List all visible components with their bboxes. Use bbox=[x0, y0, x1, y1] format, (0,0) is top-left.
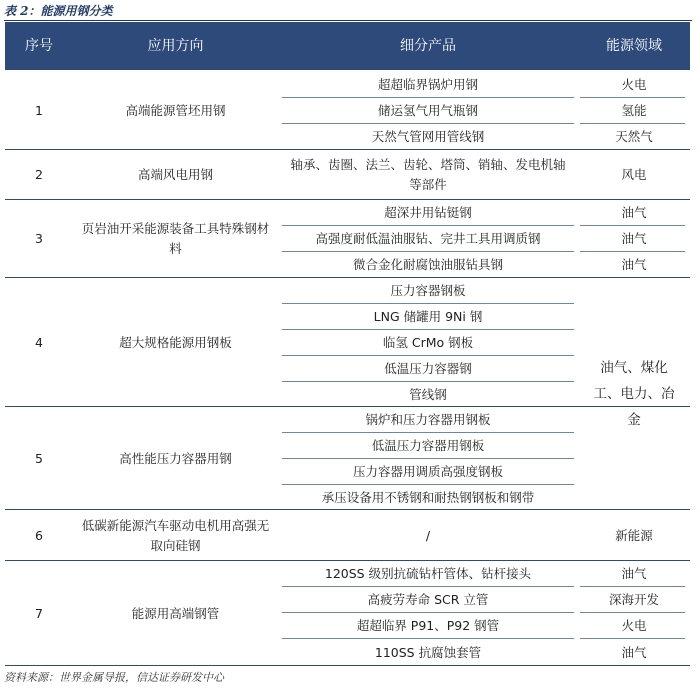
energy-field: 火电 bbox=[621, 77, 647, 92]
sub-product: 超超临界 P91、P92 钢管 bbox=[356, 618, 500, 633]
header-direction: 应用方向 bbox=[147, 38, 204, 54]
sub-product: / bbox=[425, 527, 431, 543]
energy-field: 油气 bbox=[621, 644, 647, 660]
sub-product: 天然气管网用管线钢 bbox=[371, 129, 485, 144]
energy-field: 天然气 bbox=[615, 129, 653, 144]
application-direction: 超大规格能源用钢板 bbox=[119, 334, 232, 350]
application-direction: 高性能压力容器用钢 bbox=[119, 450, 232, 466]
group-divider bbox=[5, 665, 690, 666]
sub-product: 承压设备用不锈钢和耐热钢钢板和钢带 bbox=[321, 489, 535, 505]
row-number: 2 bbox=[35, 167, 43, 182]
sub-product: 低温压力容器钢 bbox=[384, 361, 472, 376]
application-direction: 低碳新能源汽车驱动电机用高强无取向硅钢 bbox=[81, 517, 270, 553]
row-number: 3 bbox=[35, 231, 43, 246]
sub-product: LNG 储罐用 9Ni 钢 bbox=[373, 309, 483, 324]
sub-product: 微合金化耐腐蚀油服钻具钢 bbox=[352, 257, 503, 272]
application-direction: 高端风电用钢 bbox=[137, 167, 213, 182]
energy-field: 油气 bbox=[621, 257, 647, 272]
energy-field: 油气 bbox=[621, 205, 647, 220]
row-number: 7 bbox=[35, 605, 43, 621]
energy-field: 火电 bbox=[621, 618, 647, 633]
sub-product: 110SS 抗腐蚀套管 bbox=[374, 644, 482, 660]
title-rule bbox=[4, 20, 692, 21]
energy-field: 风电 bbox=[621, 167, 647, 182]
row-number: 4 bbox=[35, 334, 43, 350]
sub-product: 锅炉和压力容器用钢板 bbox=[365, 412, 491, 427]
application-direction: 高端能源管坯用钢 bbox=[125, 103, 226, 118]
row-number: 1 bbox=[35, 103, 43, 118]
sub-product: 超超临界锅炉用钢 bbox=[377, 77, 478, 92]
sub-product: 超深井用钻铤钢 bbox=[384, 205, 472, 220]
header-product: 细分产品 bbox=[400, 38, 456, 54]
energy-field: 油气 bbox=[621, 231, 647, 246]
sub-product: 轴承、齿圈、法兰、齿轮、塔筒、销轴、发电机轴等部件 bbox=[290, 157, 566, 192]
header-no: 序号 bbox=[25, 38, 53, 54]
sub-product: 储运氢气用气瓶钢 bbox=[377, 103, 478, 118]
application-direction: 能源用高端钢管 bbox=[131, 605, 220, 621]
sub-product: 临氢 CrMo 钢板 bbox=[382, 335, 474, 350]
energy-field: 油气 bbox=[621, 566, 647, 581]
sub-product: 高强度耐低温油服钻、完井工具用调质钢 bbox=[315, 231, 541, 246]
application-direction: 页岩油开采能源装备工具特殊钢材料 bbox=[81, 221, 270, 256]
sub-product: 高疲劳寿命 SCR 立管 bbox=[367, 592, 489, 607]
sub-product: 低温压力容器用钢板 bbox=[371, 438, 485, 453]
sub-product: 120SS 级别抗硫钻杆管体、钻杆接头 bbox=[324, 566, 532, 581]
energy-field-merged: 油气、煤化工、电力、冶金 bbox=[593, 360, 675, 428]
source-note: 资料来源：世界金属导报，信达证券研发中心 bbox=[4, 671, 224, 684]
sub-product: 压力容器钢板 bbox=[390, 283, 466, 298]
table-title: 表 2：能源用钢分类 bbox=[4, 4, 113, 18]
energy-field: 氢能 bbox=[621, 103, 647, 118]
row-number: 5 bbox=[35, 450, 43, 466]
sub-product: 压力容器用调质高强度钢板 bbox=[352, 464, 503, 479]
header-field: 能源领域 bbox=[606, 38, 662, 54]
energy-field: 深海开发 bbox=[608, 592, 659, 607]
energy-field: 新能源 bbox=[615, 527, 653, 543]
row-number: 6 bbox=[35, 527, 43, 543]
sub-product: 管线钢 bbox=[409, 386, 447, 402]
table-header bbox=[5, 22, 690, 70]
